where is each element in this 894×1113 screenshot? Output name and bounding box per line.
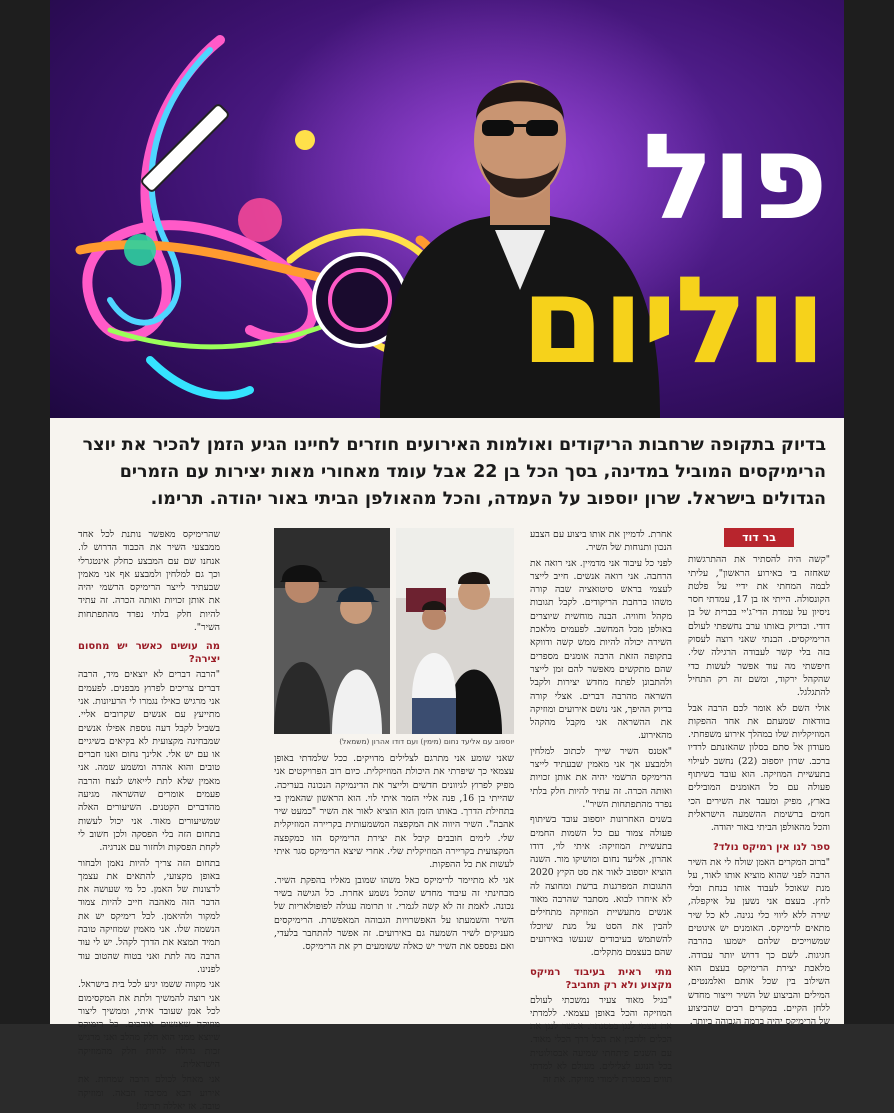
paragraph: אחרת. לדמיין את אותו ביצוע עם הצבע הנכון ותנוחות של השיר. [530, 529, 672, 554]
paragraph: אולי השם לא אומר לכם הרבה אבל בוודאות שמעתם את אחד ההפקות המוזיקליות שלו במהלך אירוע משפחתי. מעודון אל סתם בסלון שהאזנתם לרדיו ברכב. שרון יוספוב (22) נחשב לעילוי בתעשיית המוזיקה. הוא עובד בשיתוף פעולה עם כל האומנים המובילים בארץ, מפיק ומעבד את השירים הכי חמים ברשימת ההשמעה הישראלית והכל מהאולפן הביתי באור יהודה. [688, 702, 830, 834]
paragraph: שאני שומע אני מתרגם לצלילים מדויקים. ככל שלמדתי באופן עצמאי כך שיפרתי את היכולת המוזיקלית. כיום רוב הפרויקטים אני מפיק לפרוץ לגיוונים חדשים ולייצר את הדינמיקה הנכונה בעריכה. שהייתי בן 16, פנה אליי הזמר איתי לוי. הוא הראשון שהאמין בי בתחילת הדרך. באותו הזמן הוא הוציא לאור את השיר "כמעט שיר אהבה". השיר היווה את המקפצה המשמעותית בקריירה המוזיקלית שלי. לימים חובבים קיבל את יצירת הרימיקס הזו כמקפצה המקצועית בקריירה המוזיקלית שלי. אחרי שיצא הרימיקס סגר איתי לעשות את כל ההפקות. [274, 753, 514, 871]
paragraph: בתחום הזה צריך להיות נאמן ולבחור באופן מקצועי, להתאים את עצמך לרצונות של האמן. כל מי שעושה את הדבר הזה מאהבה חייב להיות צמוד למקור ולהיאמן. לכל רימיקס יש את הנשמה שלו. אני מאמין שמוזיקה טובה תמיד תמצא את הדרך לקהל. יש לי עוד הרבה מה לתת ואני בטוח שהטוב עוד לפנינו. [78, 857, 220, 975]
paragraph: אני מאחל לכולם הרבה שמחות. את אירוע הבא מסיבה הבאה. ומוזיקה טובה. אז יאללה תרימו! [78, 1074, 220, 1112]
column-4 [78, 528, 220, 1112]
subheading: מתי ראית בעיבוד רמיקס מקצוע ולא רק תחביב? [530, 966, 672, 991]
column-1 [688, 528, 830, 1028]
paragraph: "אטנס השיר שייך לכתוב למלחין ולמבצע אך אני מאמין שבעתיד לייצר הרימיקס הרשמי יהיה את אותן זכויות ואותה הכרה. זה עתיד להיות חלק בלתי נפרד מהתפתחות השיר". [530, 745, 672, 810]
scan-margin-left [0, 0, 50, 1024]
hero-banner [50, 0, 844, 418]
paragraph: "ברוב המקרים האמן שולח לי את השיר הרבה לפני שהוא מוציא אותו לאור, על מנת שאוכל לעבוד אותו בנחת ובלי לחץ. בעצם אני נשען על איקפלה, שירה ללא ליווי כלי נגינה. לא כל שיר מתאים לרימיקס. האומנים יש איגוטים שמשוייכים שלהם ישמעו בהרבה חגיגות. לשם כך דרוש יותר עבודה. מלאכת יצירת הרימיקס בעצם הוא השילוב בין שכל אותם ואלמנטים, המילים והביצוע של השיר וייצור מחדש ללחן הקיים. במקרים רבים שהביצוע של הרימיקס יהיה ברמה הגבוהה ביותר. [688, 856, 830, 1028]
column-2 [530, 528, 672, 1086]
column-3 [274, 752, 514, 1024]
paragraph: לפני כל עיבוד אני מדמיין. אני רואה את הרחבה. אני רואה אנשים. חייב לייצר לעצמי בראש סיטואציה שבה קורה משהו ברחבת הריקודים. לקבל תגובות מקהל וחוויה. הבנה מוחשית שיוצרים באולפן מכל המחשב. לפעמים מלאכת השירה יכולה להיות ממש קשה ודווקא בתקופה הזאת הרבה אומנים מספרים שהם מתקשים מאפשר להם זמן לייצר ולהתבונן לפתח מחדש יצירות ולקבל השראה מהרבה דברים. אצלי קורה בדיוק ההיפך, אני נושם אירועים ומוזיקה את ההשראה אני מקבל מהקהל מהאירוע. [530, 557, 672, 742]
photo-caption: יוספוב עם אליעד נחום (מימין) ועם דודו אהרון (משמאל) [339, 737, 514, 746]
paragraph: אני מקווה ששמו יגיע לכל בית בישראל. אני רוצה להמשיך ולתת את המקסימום לכל אמן שעובד איתי, וממשיך ליצור מוזיקה שאנשים אוהבים. כל רימיקס שיוצא ממני הוא חלק מהלב ואני מרגיש זכות גדולה להיות חלק מהמוזיקה הישראלית. [78, 979, 220, 1070]
byline-badge: בר דוד [724, 528, 794, 547]
paragraph: אני לא מתיימר לרימיקס כאל משהו שמובן מאליו בהפקת השיר. מבחינתי זה עיבוד מחדש שהכל נשמע אחרת. כל הגישה בשיר נכונה. לאמת זה לא קשה לגמרי. זו תרומה עגולה לפופולאריות של השיר והשמעתו על האפשרויות הגבוהה המאפשרת. הרימיקסים מעניקים לשיר השמעה גם באירועים. זה אפשר להתחבר בלעדי, ואם נפספס את השיר יש כאלה ששומעים רק את הרימיקס. [274, 874, 514, 953]
headline-line-2: ווליום [520, 252, 824, 391]
subheading: ספר לנו אין רמיקס נולד? [712, 841, 830, 853]
paragraph: שהרימיקס מאפשר נותנת לכל אחד ממבצעי השיר את הכבוד הדרוש לו. אנחנו שם עם המבצע כחלק אינטגרלי וכך גם למלחין ולמבצע אף אני מאמין שבעתיד לייצר הרימיקס הרשמי יהיה את אותן זכויות ואותה הכרה. זה עתיד להיות חלק בלתי נפרד מהתפתחות השיר". [78, 529, 220, 634]
intro-lead: בדיוק בתקופה שרחבות הריקודים ואולמות האירועים חוזרים לחיינו הגיע הזמן להכיר את יוצר הרימיקסים המוביל במדינה, בסך הכל בן 22 אבל עומד מאחורי מאות יצירות עם הזמרים הגדולים בישראל. שרון יוספוב על העמדה, והכל מהאולפן הביתי באור יהודה. תרימו. [82, 435, 826, 509]
headline-line-1: פול [642, 108, 826, 246]
paragraph: "הרבה דברים לא יוצאים מיד, הרבה דברים צריכים לפרוץ מבפנים. לפעמים אני מרגיש כאילו נגמרו לי הרעיונות. אני מתייעץ עם אנשים שקרובים אליי. בשביל לקבל דעה נוספת אפילו אנשים שמבחינה מקצועית לא בקיאים בשיגיים או עם יש אלי. אלינך נחום ואנו חברים טובים והוא אהדה ומשמע שמה. אני מאמין שלא לתת לייאוש לנצח והרבה פעמים אומרים שהשראה מגיעה מהדברים הקטנים. השיעורים האלה שמשיעורים מאוד. אני יכול לעשות בתחום הזה בלי הפסקה ולכן חשוב לי לקחת הפסקות ולחזור עם אנרגיה. [78, 669, 220, 854]
paragraph: "קשה היה להסתיר את ההתרגשות שאחזה בי באירוע הראשון", עליתי לבמה המחתי את ידיי על פלטת הקונסולה. הייתי אז בן 17, עמדתי חסר ניסיון על עמדת הדי־ג'יי בברית של בן דודי. ובדיוק באותו ערב נחשפתי לעולם הרימיקסים. הבנתי שאני רוצה לעסוק בזה בלי קשר לעבודה הרגילה שלי. חיפשתי מה עוד אפשר לעשות כדי שהקהל ירקוד, ומשם זה רק התחיל להתגלגל. [688, 554, 830, 699]
photo-studio-left [274, 528, 390, 734]
magazine-page [50, 0, 844, 1112]
article-columns [78, 528, 830, 1112]
paragraph: "כגיל מאוד צעיר נמשכתי לעולם המוזיקה והכל באופן עצמאי. ללמדתי את עצמי לנגן בפסנתר. אפשר לנגן את הכלים ולהבין את הכל דרך הכלי מאוד. עם השנים פיתחתי שמיעה אבסולוטית בכל הנוגע לצלילים. מעולם לא למדתי תווים במסגרת לימודי מוזיקה. את זה [530, 994, 672, 1086]
scan-margin-right [844, 0, 894, 1024]
subheading: מה עושים כאשר יש מחסום יצירה? [78, 641, 220, 666]
paragraph: בשנים האחרונות יוספוב עובד בשיתוף פעולה צמוד עם כל השמות החמים בתעשיית המוזיקה: איתי לוי, דודו אהרון, אליעד נחום ומושיקו מור. השנה הוציא יוספוב לאור את סט הקיץ 2020 התגובות המפרגנות ברשת ומחוצה לה לא איחרו לבוא. מסתבר שהרבה מאוד אנשים מתעשיית המוזיקה מתחילים להבין את הסט על מנת שיוכלו להשתמש בעיבודים שנעשו באירועים שהם בעצמם מתקלים. [530, 814, 672, 959]
photo-studio-right [396, 528, 514, 734]
